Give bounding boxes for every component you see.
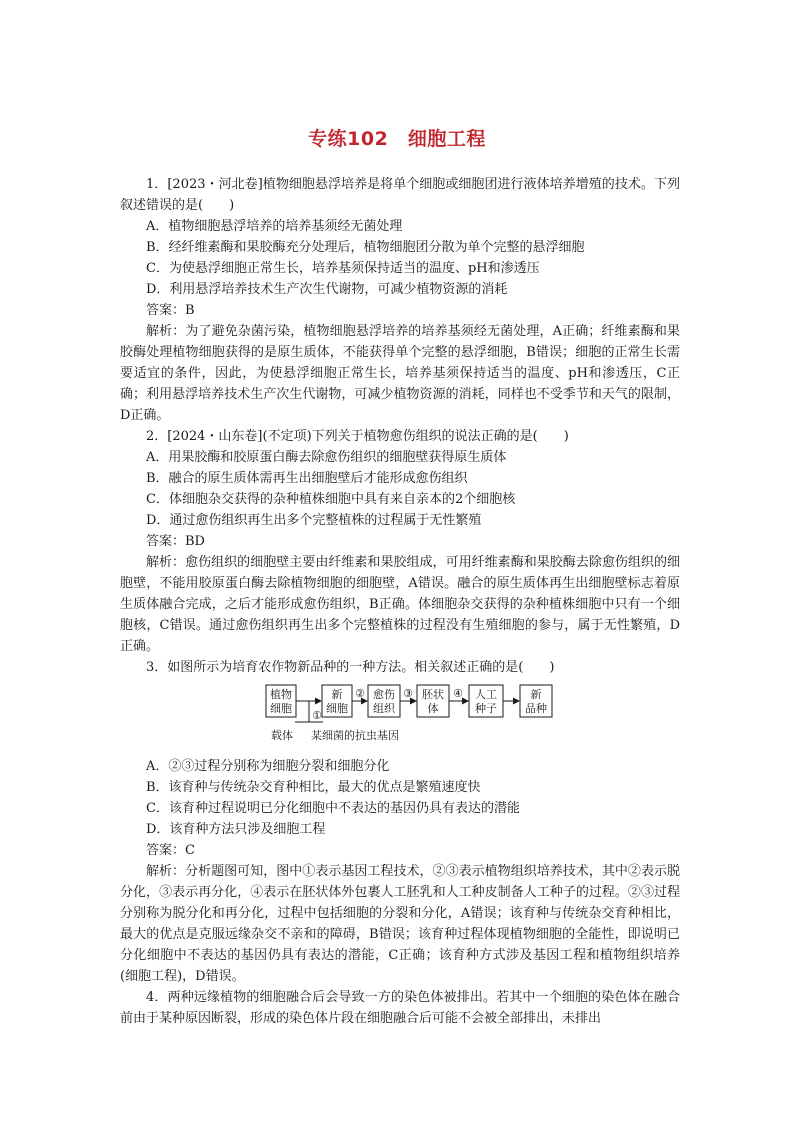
- question-3: [120, 657, 680, 987]
- step-label-3: ③: [403, 687, 413, 700]
- flow-diagram-svg: [265, 680, 555, 754]
- question-2: [120, 426, 680, 657]
- step-label-1: ①: [312, 709, 322, 722]
- option-c: C．体细胞杂交获得的杂种植株细胞中具有来自亲本的2个细胞核: [146, 492, 516, 507]
- box-label-line2: 组织: [373, 702, 395, 715]
- box-label-line1: 胚状: [422, 688, 444, 701]
- box-label-line2: 种子: [475, 702, 497, 715]
- question-1: [120, 174, 680, 426]
- label-insect-resistance-gene: 某细菌的抗虫基因: [311, 729, 399, 742]
- box-label-line1: 新: [331, 688, 343, 701]
- page-title: 专练102 细胞工程: [308, 128, 486, 150]
- answer: 答案：C: [146, 843, 195, 858]
- box-label-line2: 体: [427, 702, 439, 715]
- answer: 答案：BD: [146, 534, 205, 549]
- label-vector: 载体: [271, 729, 293, 742]
- box-label-line1: 愈伤: [373, 688, 395, 701]
- analysis: 解析：为了避免杂菌污染，植物细胞悬浮培养的培养基须经无菌处理，A正确；纤维素酶和果胶酶处理植物细胞获得的是原生质体，不能获得单个完整的悬浮细胞，B错误；细胞的正常生长需要适宜的条件，因此，为使悬浮细胞正常生长，培养基须保持适当的温度、pH和渗透压，C正确；利用悬浮培养技术生产次生代谢物，可减少植物资源的消耗，同样也不受季节和天气的限制，D正确。: [120, 324, 680, 423]
- answer: 答案：B: [146, 303, 195, 318]
- box-label-line1: 植物: [270, 688, 292, 701]
- box-label-line1: 新: [530, 688, 542, 701]
- question-stem: 4．两种远缘植物的细胞融合后会导致一方的染色体被排出。若其中一个细胞的染色体在融合前由于某种原因断裂，形成的染色体片段在细胞融合后可能不会被全部排出，未排出: [120, 990, 680, 1026]
- flow-diagram: [120, 680, 680, 754]
- question-stem: 2．[2024・山东卷](不定项)下列关于植物愈伤组织的说法正确的是( ): [146, 429, 569, 444]
- box-label-line2: 品种: [525, 702, 547, 715]
- option-d: D．利用悬浮培养技术生产次生代谢物，可减少植物资源的消耗: [146, 282, 508, 297]
- option-b: B．融合的原生质体需再生出细胞壁后才能形成愈伤组织: [146, 471, 468, 486]
- step-label-4: ④: [453, 687, 463, 700]
- option-c: C．为使悬浮细胞正常生长，培养基须保持适当的温度、pH和渗透压: [146, 261, 540, 276]
- option-a: A．用果胶酶和胶原蛋白酶去除愈伤组织的细胞壁获得原生质体: [146, 450, 507, 465]
- option-b: B．该育种与传统杂交育种相比，最大的优点是繁殖速度快: [146, 780, 481, 795]
- option-b: B．经纤维素酶和果胶酶充分处理后，植物细胞团分散为单个完整的悬浮细胞: [146, 240, 585, 255]
- question-stem: 3．如图所示为培育农作物新品种的一种方法。相关叙述正确的是( ): [146, 660, 555, 675]
- option-a: A．②③过程分别称为细胞分裂和细胞分化: [146, 759, 390, 774]
- option-c: C．该育种过程说明已分化细胞中不表达的基因仍具有表达的潜能: [146, 801, 520, 816]
- step-label-2: ②: [355, 687, 365, 700]
- box-label-line1: 人工: [475, 688, 497, 701]
- content-body: [120, 174, 680, 1029]
- question-4: [120, 987, 680, 1029]
- analysis: 解析：愈伤组织的细胞壁主要由纤维素和果胶组成，可用纤维素酶和果胶酶去除愈伤组织的细胞壁，不能用胶原蛋白酶去除植物细胞的细胞壁，A错误。融合的原生质体再生出细胞壁标志着原生质体融合完成，之后才能形成愈伤组织，B正确。体细胞杂交获得的杂种植株细胞中只有一个细胞核，C错误。通过愈伤组织再生出多个完整植株的过程没有生殖细胞的参与，属于无性繁殖，D正确。: [120, 555, 680, 654]
- box-label-line2: 细胞: [326, 702, 348, 715]
- option-a: A．植物细胞悬浮培养的培养基须经无菌处理: [146, 219, 403, 234]
- question-stem: 1．[2023・河北卷]植物细胞悬浮培养是将单个细胞或细胞团进行液体培养增殖的技术。下列叙述错误的是( ): [120, 177, 680, 213]
- option-d: D．该育种方法只涉及细胞工程: [146, 822, 326, 837]
- analysis: 解析：分析题图可知，图中①表示基因工程技术，②③表示植物组织培养技术，其中②表示脱分化，③表示再分化，④表示在胚状体外包裹人工胚乳和人工种皮制备人工种子的过程。②③过程分别称为脱分化和再分化，过程中包括细胞的分裂和分化，A错误；该育种与传统杂交育种相比，最大的优点是克服远缘杂交不亲和的障碍，B错误；该育种过程体现植物细胞的全能性，即说明已分化细胞中不表达的基因仍具有表达的潜能，C正确；该育种方式涉及基因工程和植物组织培养(细胞工程)，D错误。: [120, 864, 680, 984]
- option-d: D．通过愈伤组织再生出多个完整植株的过程属于无性繁殖: [146, 513, 482, 528]
- box-label-line2: 细胞: [270, 702, 292, 715]
